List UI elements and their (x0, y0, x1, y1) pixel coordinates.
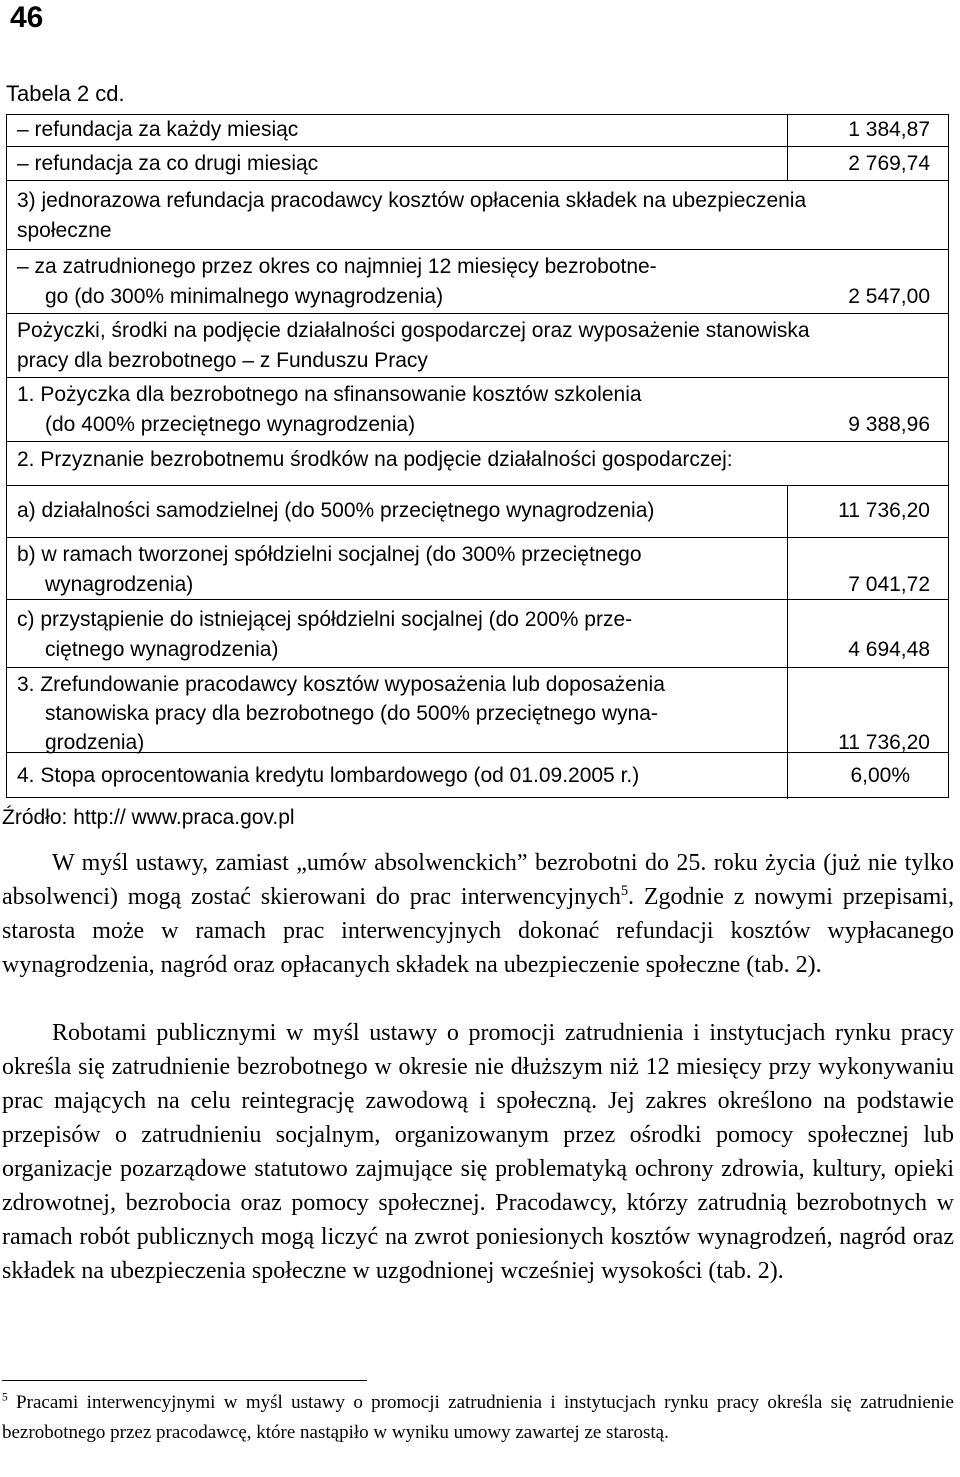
footnote (2, 1388, 954, 1448)
row-divider (7, 599, 948, 600)
paragraph-text: Robotami publicznymi w myśl ustawy o promocji zatrudnienia i instytucjach rynku pracy określa się zatrudnienie bezrobotnego w okresie nie dłuższym niż 12 miesięcy przy wykonywaniu prac mających na celu reintegrację zawodową i społeczną. Jej zakres określono na podstawie przepisów o zatrudnieniu socjalnym, organizowanym przez ośrodki pomocy społecznej lub organizacje pozarządowe statutowo zajmujące się problematyką ochrony zdrowia, kultury, opieki zdrowotnej, bezrobocia oraz pomocy społecznej. Pracodawcy, którzy zatrudnią bezrobotnych w ramach robót publicznych mogą liczyć na zwrot poniesionych kosztów wynagrodzeń, nagród oraz składek na ubezpieczenia społeczne w uzgodnionej wcześniej wysokości (tab. 2). (2, 1020, 954, 1284)
row-divider (7, 249, 948, 250)
row-label: 2. Przyznanie bezrobotnemu środków na podjęcie działalności gospodarczej: (17, 448, 733, 471)
row-divider (7, 752, 948, 753)
footnote-mark: 5 (2, 1391, 8, 1404)
row-value: 9 388,96 (848, 413, 930, 436)
row-label: stanowiska pracy dla bezrobotnego (do 500% przeciętnego wyna- (45, 702, 658, 725)
row-label: b) w ramach tworzonej spółdzielni socjalnej (do 300% przeciętnego (17, 543, 642, 566)
row-label: 1. Pożyczka dla bezrobotnego na sfinansowanie kosztów szkolenia (17, 383, 642, 406)
row-label: Pożyczki, środki na podjęcie działalności gospodarczej oraz wyposażenie stanowiska (17, 319, 810, 342)
table-source: Źródło: http:// www.praca.gov.pl (2, 806, 295, 829)
row-divider (7, 485, 948, 486)
body-paragraph (2, 1016, 954, 1288)
row-divider (7, 537, 948, 538)
row-label: (do 400% przeciętnego wynagrodzenia) (45, 413, 416, 436)
row-divider (7, 377, 948, 378)
paragraph-text: W myśl ustawy, zamiast „umów absolwenckich” bezrobotni do 25. roku życia (już nie tylko absolwenci) mogą zostać skierowani do prac interwencyjnych (2, 850, 954, 910)
row-divider (7, 313, 948, 314)
footnote-reference: 5 (620, 883, 629, 899)
row-divider (7, 146, 948, 147)
row-label: a) działalności samodzielnej (do 500% przeciętnego wynagrodzenia) (17, 499, 655, 522)
column-divider (787, 599, 788, 799)
table-caption: Tabela 2 cd. (6, 81, 125, 106)
column-divider (787, 485, 788, 599)
paragraph-text: . Zgodnie z nowymi przepisami, starosta może w ramach prac interwencyjnych dokonać refundacji kosztów wypłacanego wynagrodzenia, nagród oraz opłacanych składek na ubezpieczenie społeczne (tab. 2). (2, 884, 955, 978)
row-divider (7, 441, 948, 442)
row-label: – refundacja za każdy miesiąc (17, 118, 299, 141)
row-divider (7, 180, 948, 181)
row-label: – refundacja za co drugi miesiąc (17, 152, 319, 175)
row-value: 7 041,72 (848, 573, 930, 596)
row-label: c) przystąpienie do istniejącej spółdzielni socjalnej (do 200% prze- (17, 608, 633, 631)
row-label: społeczne (17, 219, 112, 242)
row-value: 2 547,00 (848, 285, 930, 308)
row-value: 11 736,20 (838, 499, 930, 522)
row-label: ciętnego wynagrodzenia) (45, 638, 279, 661)
row-value: 2 769,74 (848, 152, 930, 175)
column-divider (787, 115, 788, 180)
benefits-table (6, 114, 949, 798)
row-label: 3) jednorazowa refundacja pracodawcy kosztów opłacenia składek na ubezpieczenia (17, 189, 807, 212)
footnote-separator (2, 1380, 367, 1381)
row-label: 3. Zrefundowanie pracodawcy kosztów wyposażenia lub doposażenia (17, 673, 665, 696)
row-label: wynagrodzenia) (45, 573, 194, 596)
row-label: pracy dla bezrobotnego – z Funduszu Pracy (17, 349, 428, 372)
row-value: 6,00% (850, 764, 910, 787)
row-label: – za zatrudnionego przez okres co najmniej 12 miesięcy bezrobotne- (17, 255, 657, 278)
row-divider (7, 667, 948, 668)
row-value: 4 694,48 (848, 638, 930, 661)
body-paragraph (2, 846, 954, 982)
row-label: 4. Stopa oprocentowania kredytu lombardowego (od 01.09.2005 r.) (17, 764, 640, 787)
footnote-text: Pracami interwencyjnymi w myśl ustawy o promocji zatrudnienia i instytucjach rynku pracy określa się zatrudnienie bezrobotnego przez pracodawcę, które nastąpiło w wyniku umowy zawartej ze starostą. (2, 1392, 954, 1443)
page-number: 46 (10, 1, 44, 34)
row-value: 11 736,20 (838, 731, 930, 754)
row-value: 1 384,87 (848, 118, 930, 141)
row-label: grodzenia) (45, 731, 145, 754)
row-label: go (do 300% minimalnego wynagrodzenia) (45, 285, 444, 308)
